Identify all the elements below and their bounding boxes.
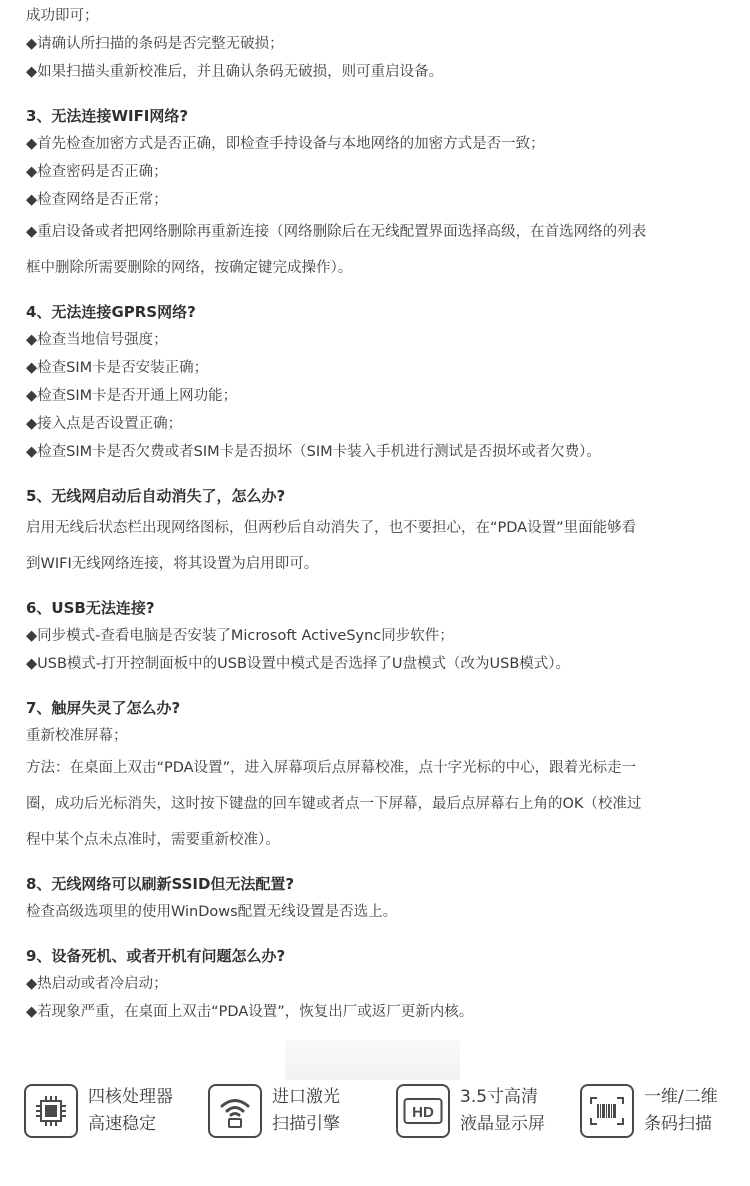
- section-7-line: 重新校准屏幕；: [26, 728, 128, 744]
- feature-bar: [24, 1082, 734, 1142]
- section-6-line: ◆USB模式-打开控制面板中的USB设置中模式是否选择了U盘模式（改为USB模式）。: [26, 656, 571, 672]
- section-4-line: ◆检查SIM卡是否安装正确；: [26, 360, 209, 376]
- section-7-line: 圈，成功后光标消失，这时按下键盘的回车键或者点一下屏幕，最后点屏幕右上角的OK（校准过: [26, 796, 642, 812]
- barcode-icon: [580, 1084, 634, 1138]
- hd-display-icon: [396, 1084, 450, 1138]
- intro-line-3: ◆如果扫描头重新校准后，并且确认条码无破损，则可重启设备。: [26, 64, 444, 80]
- section-7-heading: 7、触屏失灵了怎么办?: [26, 699, 181, 717]
- section-6-line: ◆同步模式-查看电脑是否安装了Microsoft ActiveSync同步软件；: [26, 628, 454, 644]
- section-8-heading: 8、无线网络可以刷新SSID但无法配置?: [26, 875, 295, 893]
- section-3-line: 框中删除所需要删除的网络，按确定键完成操作）。: [26, 260, 353, 276]
- section-9-line: ◆热启动或者冷启动；: [26, 976, 168, 992]
- decorative-shade: [285, 1040, 460, 1080]
- feature-scan-text: [272, 1084, 340, 1138]
- feature-line: 条码扫描: [644, 1114, 712, 1134]
- feature-line: 3.5寸高清: [460, 1087, 539, 1107]
- section-3-line: ◆重启设备或者把网络删除再重新连接（网络删除后在无线配置界面选择高级，在首选网络的列表: [26, 224, 647, 240]
- intro-line-1: 成功即可；: [26, 8, 99, 24]
- section-4-line: ◆检查当地信号强度；: [26, 332, 168, 348]
- wifi-scan-icon: [208, 1084, 262, 1138]
- feature-line: 高速稳定: [88, 1114, 156, 1134]
- feature-cpu-text: [88, 1084, 173, 1138]
- feature-line: 扫描引擎: [272, 1114, 340, 1134]
- feature-line: 液晶显示屏: [460, 1114, 545, 1134]
- section-3-heading: 3、无法连接WIFI网络?: [26, 107, 189, 125]
- section-4-heading: 4、无法连接GPRS网络?: [26, 303, 196, 321]
- section-5-line: 到WIFI无线网络连接，将其设置为启用即可。: [26, 556, 319, 572]
- section-4-line: ◆检查SIM卡是否开通上网功能；: [26, 388, 238, 404]
- section-8-line: 检查高级选项里的使用WinDows配置无线设置是否选上。: [26, 904, 398, 920]
- feature-barcode-text: [644, 1084, 718, 1138]
- feature-line: 一维/二维: [644, 1087, 718, 1107]
- feature-display-text: [460, 1084, 545, 1138]
- feature-line: 进口激光: [272, 1087, 340, 1107]
- section-9-heading: 9、设备死机、或者开机有问题怎么办?: [26, 947, 286, 965]
- section-5-line: 启用无线后状态栏出现网络图标，但两秒后自动消失了，也不要担心，在“PDA设置”里面能够看: [26, 520, 637, 536]
- section-9-line: ◆若现象严重，在桌面上双击“PDA设置”，恢复出厂或返厂更新内核。: [26, 1004, 474, 1020]
- faq-content: [26, 0, 726, 1026]
- section-7-line: 程中某个点未点准时，需要重新校准）。: [26, 832, 280, 848]
- section-4-line: ◆接入点是否设置正确；: [26, 416, 183, 432]
- section-4-line: ◆检查SIM卡是否欠费或者SIM卡是否损坏（SIM卡装入手机进行测试是否损坏或者欠费）。: [26, 444, 601, 460]
- intro-line-2: ◆请确认所扫描的条码是否完整无破损；: [26, 36, 284, 52]
- section-7-line: 方法：在桌面上双击“PDA设置”，进入屏幕项后点屏幕校准，点十字光标的中心，跟着光标走一: [26, 760, 637, 776]
- section-5-heading: 5、无线网启动后自动消失了，怎么办?: [26, 487, 286, 505]
- section-3-line: ◆首先检查加密方式是否正确，即检查手持设备与本地网络的加密方式是否一致；: [26, 136, 545, 152]
- section-3-line: ◆检查网络是否正常；: [26, 192, 168, 208]
- feature-line: 四核处理器: [88, 1087, 173, 1107]
- hd-label: HD: [412, 1104, 434, 1121]
- section-6-heading: 6、USB无法连接?: [26, 599, 155, 617]
- section-3-line: ◆检查密码是否正确；: [26, 164, 168, 180]
- cpu-chip-icon: [24, 1084, 78, 1138]
